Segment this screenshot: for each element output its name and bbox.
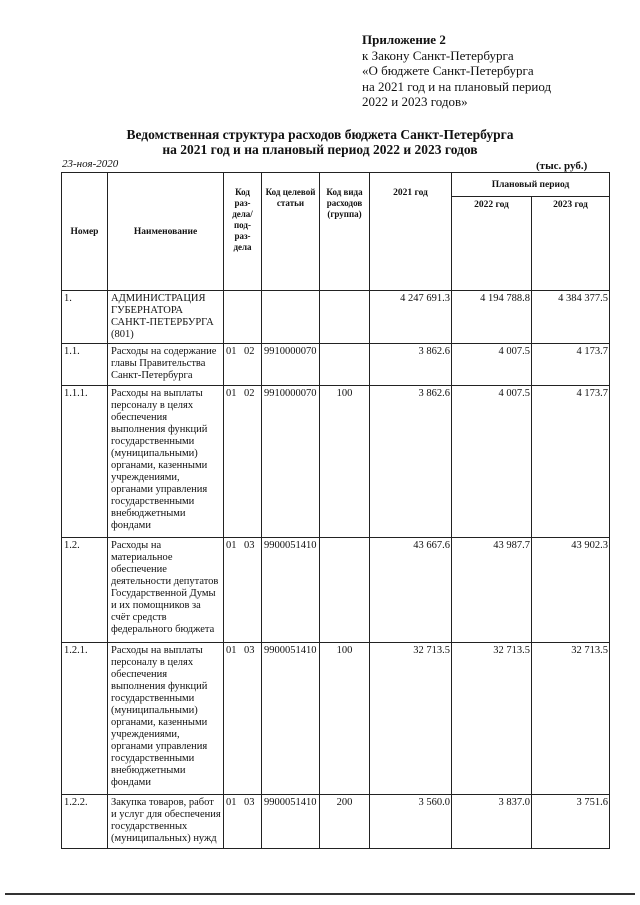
section-code: 01 xyxy=(226,346,237,357)
row-value-2023: 4 384 377.5 xyxy=(532,291,610,344)
header-kind-code: Код вида расходов (группа) xyxy=(320,173,370,291)
row-value-2021: 32 713.5 xyxy=(370,643,452,795)
subsection-code: 02 xyxy=(244,346,255,357)
header-section-code: Код раз- дела/ под- раз- дела xyxy=(224,173,262,291)
row-name: АДМИНИСТРАЦИЯ ГУБЕРНАТОРА САНКТ-ПЕТЕРБУРГА (801) xyxy=(108,291,224,344)
row-name: Расходы на выплаты персоналу в целях обеспечения выполнения функций государственными (муниципальными) органами, казенными учреждениями, органами управления государственными внебюджетными фондами xyxy=(108,386,224,538)
row-kind-code xyxy=(320,538,370,643)
row-kind-code: 100 xyxy=(320,643,370,795)
row-target-code: 9900051410 xyxy=(262,643,320,795)
page-bottom-rule xyxy=(5,893,635,895)
row-value-2023: 4 173.7 xyxy=(532,386,610,538)
row-kind-code: 100 xyxy=(320,386,370,538)
appendix-line: 2022 и 2023 годов» xyxy=(362,94,468,109)
row-section-code xyxy=(224,291,262,344)
row-value-2023: 3 751.6 xyxy=(532,795,610,849)
row-number: 1. xyxy=(62,291,108,344)
section-code: 01 xyxy=(226,388,237,399)
subsection-code: 03 xyxy=(244,540,255,551)
row-section-code xyxy=(224,386,262,538)
table-row xyxy=(62,386,610,538)
row-value-2022: 32 713.5 xyxy=(452,643,532,795)
row-section-code xyxy=(224,344,262,386)
row-number: 1.2. xyxy=(62,538,108,643)
row-value-2023: 43 902.3 xyxy=(532,538,610,643)
appendix-line: на 2021 год и на плановый период xyxy=(362,78,552,94)
row-kind-code xyxy=(320,291,370,344)
row-target-code: 9910000070 xyxy=(262,386,320,538)
row-value-2022: 43 987.7 xyxy=(452,538,532,643)
row-section-code xyxy=(224,643,262,795)
header-name: Наименование xyxy=(108,173,224,291)
document-title xyxy=(0,127,640,157)
table-row xyxy=(62,291,610,344)
row-value-2022: 4 007.5 xyxy=(452,344,532,386)
document-date: 23-ноя-2020 xyxy=(62,158,119,170)
row-value-2021: 3 862.6 xyxy=(370,344,452,386)
row-value-2022: 4 007.5 xyxy=(452,386,532,538)
row-name: Расходы на материальное обеспечение деятельности депутатов Государственной Думы и их помощников за счёт средств федерального бюджета xyxy=(108,538,224,643)
header-2021: 2021 год xyxy=(370,173,452,291)
subsection-code: 03 xyxy=(244,797,255,808)
header-number: Номер xyxy=(62,173,108,291)
section-code: 01 xyxy=(226,797,237,808)
row-value-2021: 43 667.6 xyxy=(370,538,452,643)
table-row xyxy=(62,795,610,849)
table-row xyxy=(62,538,610,643)
units-label: (тыс. руб.) xyxy=(536,160,588,172)
document-title-line: Ведомственная структура расходов бюджета Санкт-Петербурга xyxy=(126,127,514,142)
document-title-line: на 2021 год и на плановый период 2022 и 2023 годов xyxy=(162,142,478,157)
appendix-title: Приложение 2 xyxy=(362,32,446,47)
row-value-2022: 3 837.0 xyxy=(452,795,532,849)
section-code: 01 xyxy=(226,540,237,551)
subsection-code: 02 xyxy=(244,388,255,399)
header-2023: 2023 год xyxy=(532,197,610,291)
appendix-line: к Закону Санкт-Петербурга xyxy=(362,47,514,63)
table-row xyxy=(62,643,610,795)
row-value-2021: 3 560.0 xyxy=(370,795,452,849)
row-section-code xyxy=(224,538,262,643)
row-number: 1.2.1. xyxy=(62,643,108,795)
row-target-code xyxy=(262,291,320,344)
row-value-2023: 4 173.7 xyxy=(532,344,610,386)
header-planned-period: Плановый период xyxy=(452,173,610,197)
section-code: 01 xyxy=(226,645,237,656)
row-name: Расходы на выплаты персоналу в целях обеспечения выполнения функций государственными (муниципальными) органами, казенными учреждениями, органами управления государственными внебюджетными фондами xyxy=(108,643,224,795)
row-name: Расходы на содержание главы Правительства Санкт-Петербурга xyxy=(108,344,224,386)
row-value-2021: 3 862.6 xyxy=(370,386,452,538)
row-number: 1.1. xyxy=(62,344,108,386)
row-target-code: 9900051410 xyxy=(262,795,320,849)
appendix-line: «О бюджете Санкт-Петербурга xyxy=(362,63,534,78)
row-target-code: 9910000070 xyxy=(262,344,320,386)
subsection-code: 03 xyxy=(244,645,255,656)
row-target-code: 9900051410 xyxy=(262,538,320,643)
row-kind-code xyxy=(320,344,370,386)
row-value-2021: 4 247 691.3 xyxy=(370,291,452,344)
row-number: 1.2.2. xyxy=(62,795,108,849)
expenditure-table xyxy=(61,172,610,849)
row-kind-code: 200 xyxy=(320,795,370,849)
row-value-2023: 32 713.5 xyxy=(532,643,610,795)
row-value-2022: 4 194 788.8 xyxy=(452,291,532,344)
header-target-code: Код целевой статьи xyxy=(262,173,320,291)
appendix-block xyxy=(362,32,551,110)
header-2022: 2022 год xyxy=(452,197,532,291)
table-row xyxy=(62,344,610,386)
row-number: 1.1.1. xyxy=(62,386,108,538)
row-section-code xyxy=(224,795,262,849)
row-name: Закупка товаров, работ и услуг для обеспечения государственных (муниципальных) нужд xyxy=(108,795,224,849)
